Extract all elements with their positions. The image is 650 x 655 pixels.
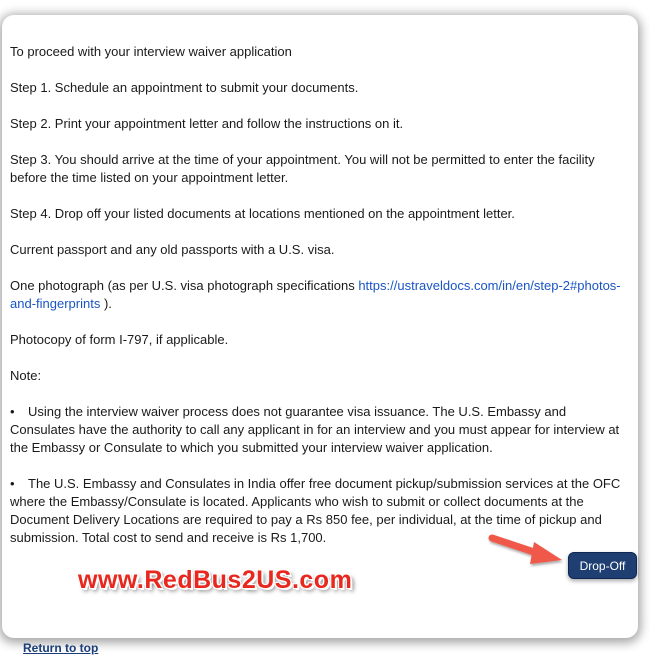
photograph-suffix: ).: [100, 296, 112, 311]
step-1-text: Step 1. Schedule an appointment to submit your documents.: [10, 80, 359, 95]
note-2-text: The U.S. Embassy and Consulates in India offer free document pickup/submission services at the OFC where the Embassy/Consulate is located. Applicants who wish to submit or collect documents at the Document Delivery Locations are required to pay a Rs 850 fee, per individual, at the time of pickup and submission. Total cost to send and receive is Rs 1,700.: [10, 476, 621, 545]
note-1-text: Using the interview waiver process does not guarantee visa issuance. The U.S. Embassy and Consulates have the authority to call any applicant in for an interview and you must appear for interview at the Embassy or Consulate to which you submitted your interview waiver application.: [10, 404, 620, 455]
note-bullet-1: [10, 403, 628, 457]
drop-off-button[interactable]: Drop-Off: [568, 552, 637, 579]
note-label: Note:: [10, 368, 42, 383]
step-3-text: Step 3. You should arrive at the time of your appointment. You will not be permitted to enter the facility before the time listed on your appointment letter.: [10, 152, 595, 185]
photograph-text: [10, 277, 628, 313]
bullet-icon: •: [10, 404, 15, 419]
watermark-text: www.RedBus2US.com: [78, 566, 353, 594]
bullet-icon: •: [10, 476, 15, 491]
return-to-top-link[interactable]: Return to top: [23, 641, 99, 655]
step-2-text: Step 2. Print your appointment letter and follow the instructions on it.: [10, 116, 404, 131]
pointer-arrow-icon: [488, 528, 568, 568]
intro-text: To proceed with your interview waiver application: [10, 44, 292, 59]
photo-specifications-link[interactable]: https://ustraveldocs.com/in/en/step-2#photos-and-fingerprints: [10, 278, 621, 311]
passport-text: Current passport and any old passports with a U.S. visa.: [10, 242, 335, 257]
photocopy-text: Photocopy of form I-797, if applicable.: [10, 332, 229, 347]
photograph-prefix: One photograph (as per U.S. visa photograph specifications: [10, 278, 359, 293]
step-4-text: Step 4. Drop off your listed documents at locations mentioned on the appointment letter.: [10, 206, 515, 221]
